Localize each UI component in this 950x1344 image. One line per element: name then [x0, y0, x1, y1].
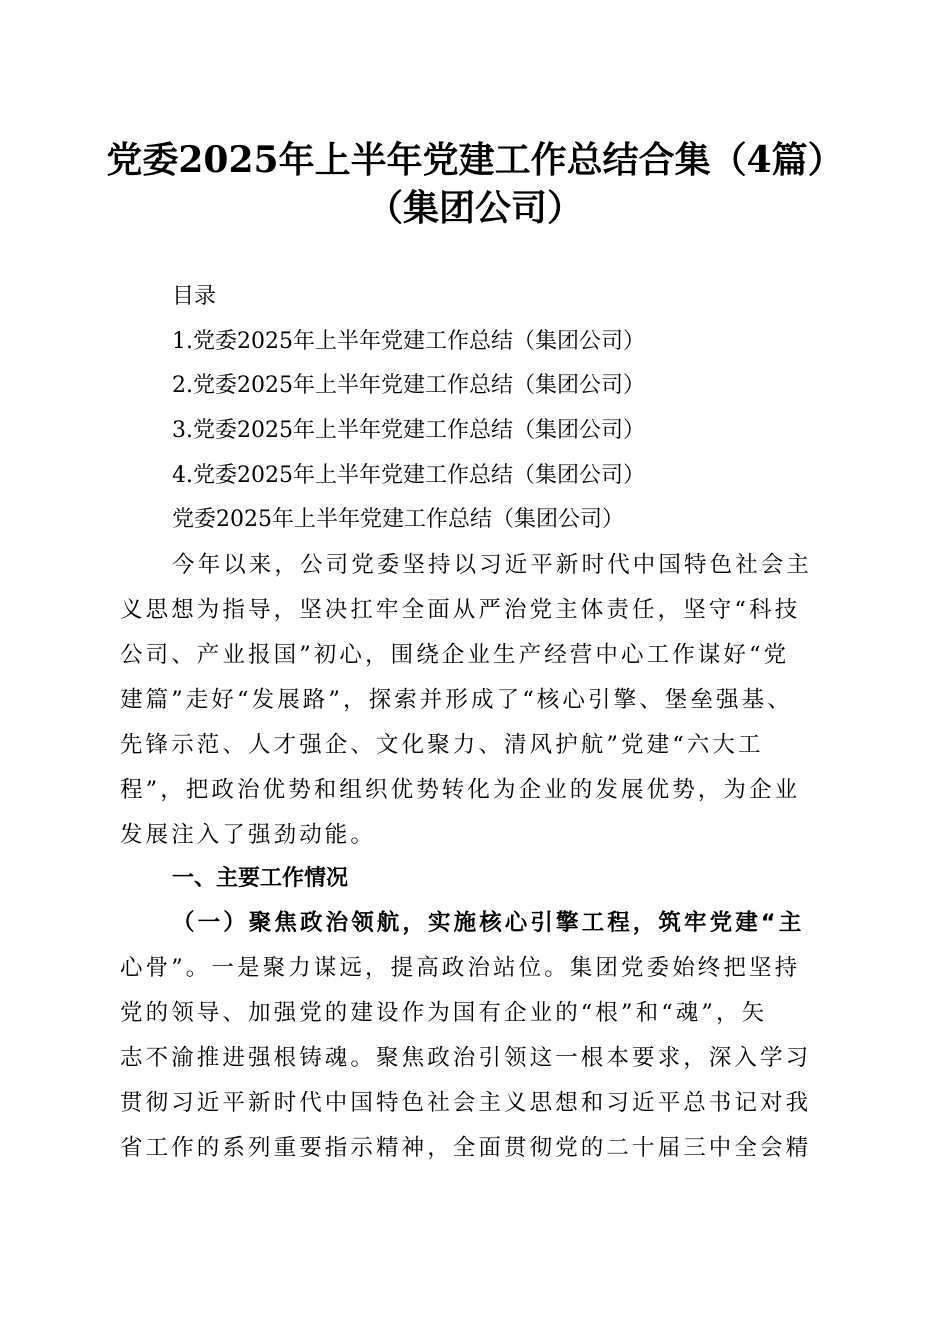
intro-line: 义思想为指导，坚决扛牢全面从严治党主体责任，坚守“科技	[120, 597, 801, 623]
section1-line: （一）聚焦政治领航，实施核心引擎工程，筑牢党建“主	[172, 910, 805, 936]
section-heading: 一、主要工作情况	[172, 866, 349, 891]
intro-line: 先锋示范、人才强企、文化聚力、清风护航”党建“六大工	[120, 732, 764, 758]
intro-line: 程”，把政治优势和组织优势转化为企业的发展优势，为企业	[120, 777, 801, 803]
section1-line: 贯彻习近平新时代中国特色社会主义思想和习近平总书记对我	[120, 1090, 812, 1116]
section1-line: 心骨”。一是聚力谋远，提高政治站位。集团党委始终把坚持	[120, 955, 801, 981]
toc-item-1[interactable]: 1.党委2025年上半年党建工作总结（集团公司）	[172, 329, 645, 354]
section1-line: 省工作的系列重要指示精神，全面贯彻党的二十届三中全会精	[120, 1135, 812, 1161]
intro-line: 今年以来，公司党委坚持以习近平新时代中国特色社会主	[172, 552, 813, 578]
toc-item-4[interactable]: 4.党委2025年上半年党建工作总结（集团公司）	[172, 463, 645, 488]
section1-line: 志不渝推进强根铸魂。聚焦政治引领这一根本要求，深入学习	[120, 1045, 812, 1071]
toc-heading: 目录	[172, 284, 217, 309]
toc-item-2[interactable]: 2.党委2025年上半年党建工作总结（集团公司）	[172, 373, 645, 398]
intro-line: 建篇”走好“发展路”，探索并形成了“核心引擎、堡垒强基、	[120, 687, 793, 713]
toc-item-3[interactable]: 3.党委2025年上半年党建工作总结（集团公司）	[172, 418, 645, 443]
article-title: 党委2025年上半年党建工作总结（集团公司）	[172, 507, 624, 532]
document-title-line-1: 党委2025年上半年党建工作总结合集（4篇）	[106, 139, 844, 181]
document-title-line-2: （集团公司）	[366, 187, 583, 229]
section1-line: 党的领导、加强党的建设作为国有企业的“根”和“魂”，矢	[120, 1000, 768, 1026]
intro-line: 发展注入了强劲动能。	[120, 822, 377, 848]
intro-line: 公司、产业报国”初心，围绕企业生产经营中心工作谋好“党	[120, 642, 790, 668]
